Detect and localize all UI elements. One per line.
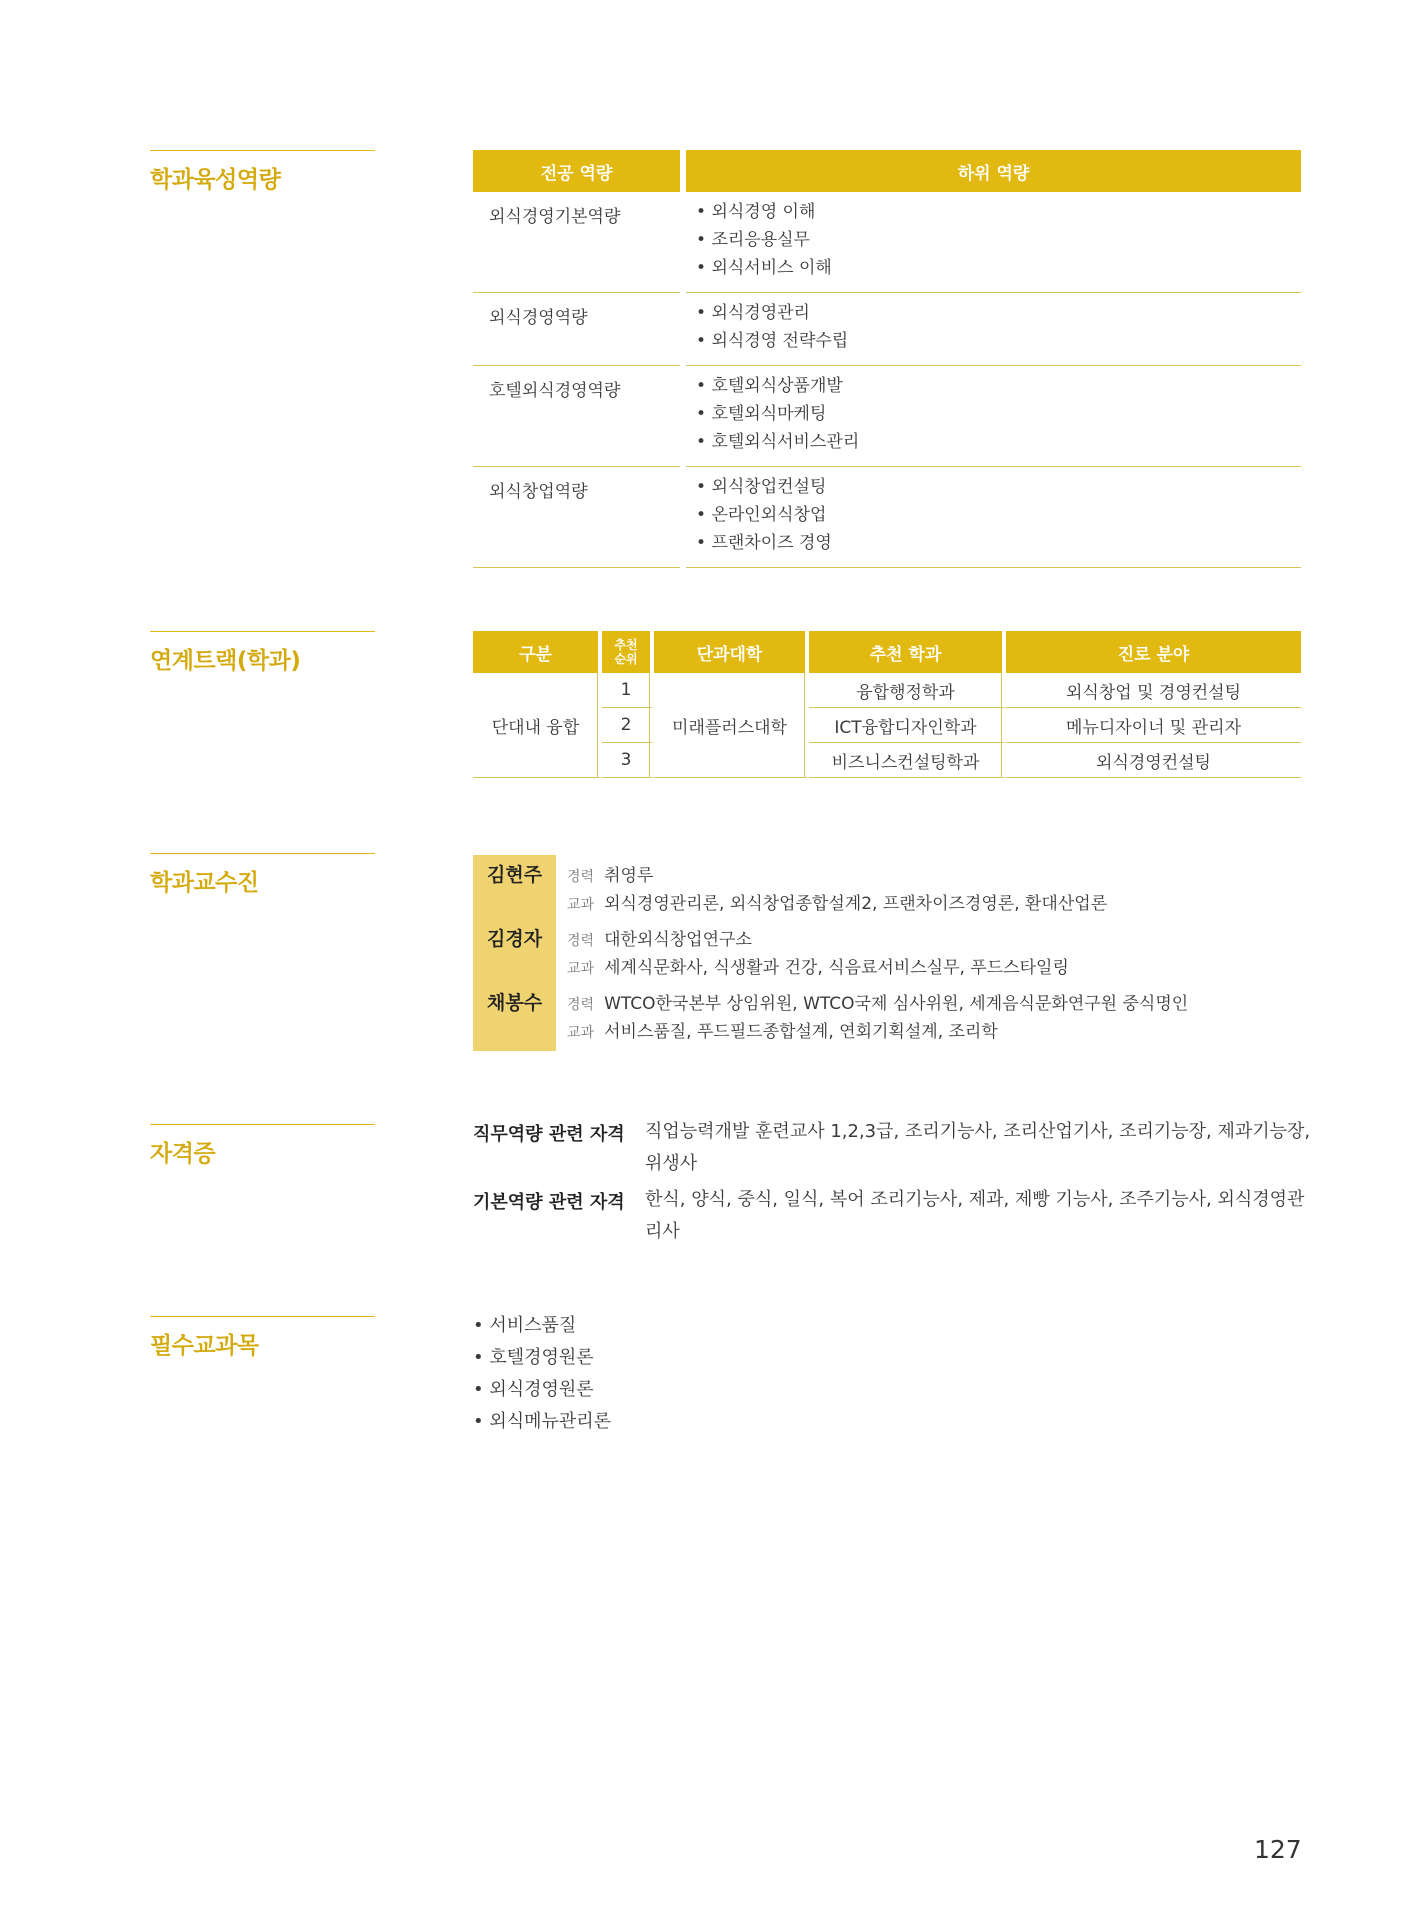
header-department: 추천 학과: [809, 631, 1006, 673]
faculty-name: 김경자: [487, 928, 543, 950]
faculty-courses: 서비스품질, 푸드필드종합설계, 연회기획설계, 조리학: [604, 1022, 998, 1042]
list-item: • 외식메뉴관리론: [473, 1406, 611, 1438]
faculty-career-line: [567, 989, 1188, 1014]
track-career: 메뉴디자이너 및 관리자: [1006, 708, 1301, 743]
faculty-name: 김현주: [487, 864, 543, 886]
table-row: [473, 366, 1301, 467]
list-item: • 호텔경영원론: [473, 1342, 611, 1374]
sub-competency-list: [686, 366, 1301, 467]
header-category: 구분: [473, 631, 602, 673]
faculty-course-line: [567, 889, 1107, 914]
section-label-required: 필수교과목: [150, 1316, 375, 1360]
header-rank: 추천 순위: [602, 631, 654, 673]
sub-competency: • 외식창업컨설팅: [696, 473, 1301, 501]
track-category: 단대내 융합: [473, 673, 602, 778]
faculty-course-line: [567, 1017, 998, 1042]
faculty-list: [473, 855, 1303, 1047]
faculty-member: [473, 983, 1303, 1047]
sub-competency-list: [686, 293, 1301, 366]
track-rank: 3: [602, 743, 654, 778]
faculty-name: 채봉수: [487, 992, 543, 1014]
required-course-list: [473, 1310, 611, 1438]
faculty-courses: 외식경영관리론, 외식창업종합설계2, 프랜차이즈경영론, 환대산업론: [604, 894, 1108, 914]
section-label-certificate: 자격증: [150, 1124, 375, 1168]
major-competency: 호텔외식경영역량: [473, 366, 680, 467]
faculty-member: [473, 855, 1303, 919]
section-label-faculty: 학과교수진: [150, 853, 375, 897]
track-college: 미래플러스대학: [654, 673, 809, 778]
section-label-track: 연계트랙(학과): [150, 631, 375, 675]
sub-competency: • 외식경영관리: [696, 299, 1301, 327]
course-key: 교과: [567, 897, 595, 913]
certificate-list: [473, 1120, 1313, 1256]
certificate-values: 직업능력개발 훈련교사 1,2,3급, 조리기능사, 조리산업기사, 조리기능장, 제과기능장, 위생사: [645, 1121, 1311, 1174]
track-department: 비즈니스컨설팅학과: [809, 743, 1006, 778]
table-row: [473, 467, 1301, 568]
faculty-career: 취영루: [604, 866, 654, 886]
track-table: [473, 631, 1301, 778]
faculty-career-line: [567, 861, 653, 886]
table-row: [473, 192, 1301, 293]
sub-competency: • 온라인외식창업: [696, 501, 1301, 529]
career-key: 경력: [567, 997, 595, 1013]
header-sub-competency: 하위 역량: [686, 150, 1301, 192]
sub-competency: • 프랜차이즈 경영: [696, 529, 1301, 557]
faculty-member: [473, 919, 1303, 983]
track-career: 외식창업 및 경영컨설팅: [1006, 673, 1301, 708]
sub-competency-list: [686, 467, 1301, 568]
major-competency: 외식경영기본역량: [473, 192, 680, 293]
faculty-career: WTCO한국본부 상임위원, WTCO국제 심사위원, 세계음식문화연구원 중식명인: [604, 994, 1189, 1014]
section-label-competency: 학과육성역량: [150, 150, 375, 194]
course-key: 교과: [567, 961, 595, 977]
list-item: • 서비스품질: [473, 1310, 611, 1342]
sub-competency: • 외식경영 전략수립: [696, 327, 1301, 355]
page-number: 127: [1254, 1835, 1302, 1864]
table-row: [473, 293, 1301, 366]
faculty-course-line: [567, 953, 1069, 978]
certificate-row: [473, 1120, 1313, 1180]
sub-competency: • 호텔외식마케팅: [696, 400, 1301, 428]
track-rank: 2: [602, 708, 654, 743]
sub-competency: • 호텔외식서비스관리: [696, 428, 1301, 456]
certificate-type: 직무역량 관련 자격: [473, 1124, 625, 1145]
sub-competency: • 외식경영 이해: [696, 198, 1301, 226]
competency-table-header: [473, 150, 1301, 192]
certificate-type: 기본역량 관련 자격: [473, 1192, 625, 1213]
competency-table: [473, 150, 1301, 568]
sub-competency-list: [686, 192, 1301, 293]
major-competency: 외식창업역량: [473, 467, 680, 568]
sub-competency: • 호텔외식상품개발: [696, 372, 1301, 400]
career-key: 경력: [567, 933, 595, 949]
list-item: • 외식경영원론: [473, 1374, 611, 1406]
faculty-courses: 세계식문화사, 식생활과 건강, 식음료서비스실무, 푸드스타일링: [604, 958, 1069, 978]
track-table-header: [473, 631, 1301, 673]
track-career: 외식경영컨설팅: [1006, 743, 1301, 778]
sub-competency: • 조리응용실무: [696, 226, 1301, 254]
table-row: [473, 673, 1301, 708]
faculty-career: 대한외식창업연구소: [604, 930, 752, 950]
track-rank: 1: [602, 673, 654, 708]
sub-competency: • 외식서비스 이해: [696, 254, 1301, 282]
faculty-career-line: [567, 925, 752, 950]
major-competency: 외식경영역량: [473, 293, 680, 366]
course-key: 교과: [567, 1025, 595, 1041]
certificate-row: [473, 1188, 1313, 1248]
certificate-values: 한식, 양식, 중식, 일식, 복어 조리기능사, 제과, 제빵 기능사, 조주기능사, 외식경영관리사: [645, 1189, 1305, 1242]
career-key: 경력: [567, 869, 595, 885]
track-department: 융합행정학과: [809, 673, 1006, 708]
track-department: ICT융합디자인학과: [809, 708, 1006, 743]
header-major-competency: 전공 역량: [473, 150, 680, 192]
header-career: 진로 분야: [1006, 631, 1301, 673]
header-college: 단과대학: [654, 631, 809, 673]
